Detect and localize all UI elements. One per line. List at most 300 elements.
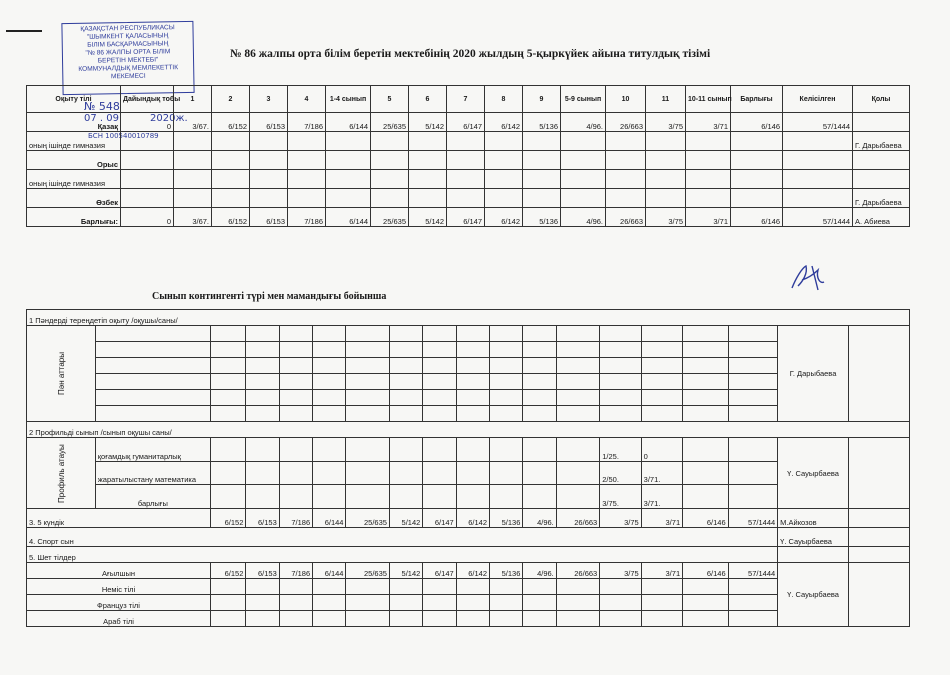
data-cell: 3/75 — [600, 563, 641, 579]
data-cell — [371, 170, 409, 189]
data-cell: 5/142 — [409, 113, 447, 132]
data-cell — [212, 132, 250, 151]
data-cell — [606, 189, 646, 208]
total-cell: 57/1444 — [783, 208, 853, 227]
data-cell — [683, 579, 729, 595]
data-cell — [423, 485, 456, 509]
data-cell — [371, 132, 409, 151]
data-cell — [456, 579, 489, 595]
data-cell — [523, 151, 561, 170]
table-row — [27, 374, 910, 390]
data-cell — [211, 611, 246, 627]
vertical-label: Профиль атауы — [27, 438, 96, 509]
data-cell: 25/635 — [346, 563, 389, 579]
data-cell — [246, 461, 279, 485]
data-cell: 3/67. — [174, 113, 212, 132]
total-cell — [783, 189, 853, 208]
agreed-cell: Г. Дарыбаева — [778, 326, 849, 422]
data-cell — [246, 595, 279, 611]
data-cell — [485, 170, 523, 189]
data-cell — [326, 189, 371, 208]
stamp-date-handwritten: 07 . 09 — [84, 113, 119, 124]
data-cell — [211, 438, 246, 462]
data-cell — [731, 132, 783, 151]
data-cell: 6/146 — [731, 208, 783, 227]
table-row — [27, 595, 910, 611]
data-cell — [456, 438, 489, 462]
table-row — [27, 189, 910, 208]
data-cell — [346, 579, 389, 595]
row-label: оның ішінде гимназия — [27, 170, 121, 189]
data-cell — [211, 342, 246, 358]
data-cell: 3/75 — [600, 509, 641, 528]
profile-label: қоғамдық гуманитарлық — [95, 438, 210, 462]
data-cell — [279, 326, 312, 342]
data-cell — [523, 595, 556, 611]
data-cell — [279, 406, 312, 422]
data-cell — [600, 595, 641, 611]
data-cell — [686, 132, 731, 151]
agreed-cell: Ү. Сауырбаева — [778, 438, 849, 509]
data-cell — [346, 611, 389, 627]
data-cell — [641, 342, 682, 358]
data-cell: 4/96. — [561, 208, 606, 227]
table-row — [27, 406, 910, 422]
table-header-row: Оқыту тілі Дайындық тобы 1 2 3 4 1-4 сынып 5 6 7 8 9 5-9 сынып 10 11 10-11 сынып Барлығы Келісілген Қолы — [27, 86, 910, 113]
data-cell — [556, 485, 599, 509]
data-cell — [246, 438, 279, 462]
data-cell — [641, 579, 682, 595]
data-cell: 3/75 — [646, 208, 686, 227]
data-cell — [646, 151, 686, 170]
data-cell: 2/50. — [600, 461, 641, 485]
data-cell: 26/663 — [556, 563, 599, 579]
data-cell — [211, 406, 246, 422]
data-cell — [409, 170, 447, 189]
data-cell: 26/663 — [606, 208, 646, 227]
row-label: оның ішінде гимназия — [27, 132, 121, 151]
data-cell — [641, 326, 682, 342]
row-label: Қазақ — [27, 113, 121, 132]
data-cell — [686, 170, 731, 189]
data-cell — [389, 374, 422, 390]
table-row — [27, 151, 910, 170]
title-list-table — [26, 85, 910, 227]
data-cell: 6/142 — [456, 563, 489, 579]
data-cell — [686, 189, 731, 208]
data-cell — [409, 151, 447, 170]
data-cell: 57/1444 — [728, 563, 778, 579]
signature-cell — [848, 528, 909, 547]
data-cell — [211, 579, 246, 595]
data-cell — [561, 132, 606, 151]
data-cell: 6/147 — [447, 113, 485, 132]
data-cell — [288, 170, 326, 189]
data-cell — [346, 406, 389, 422]
table-row — [27, 509, 910, 528]
data-cell: 6/152 — [211, 509, 246, 528]
data-cell — [95, 390, 210, 406]
data-cell — [490, 374, 523, 390]
table-row — [27, 485, 910, 509]
data-cell: 7/186 — [288, 113, 326, 132]
data-cell — [371, 189, 409, 208]
data-cell — [523, 611, 556, 627]
data-cell — [646, 189, 686, 208]
data-cell — [212, 189, 250, 208]
data-cell: 6/153 — [246, 509, 279, 528]
data-cell — [279, 485, 312, 509]
data-cell — [646, 170, 686, 189]
data-cell — [523, 358, 556, 374]
data-cell — [556, 374, 599, 390]
data-cell: 3/71 — [686, 208, 731, 227]
data-cell — [250, 132, 288, 151]
data-cell: 1/25. — [600, 438, 641, 462]
data-cell — [121, 170, 174, 189]
row-label: 4. Спорт сын — [27, 528, 778, 547]
data-cell — [556, 342, 599, 358]
data-cell — [490, 326, 523, 342]
data-cell — [250, 189, 288, 208]
data-cell — [313, 438, 346, 462]
data-cell: 4/96. — [561, 113, 606, 132]
data-cell — [423, 406, 456, 422]
data-cell — [683, 390, 729, 406]
data-cell — [731, 189, 783, 208]
data-cell — [683, 342, 729, 358]
data-cell — [600, 358, 641, 374]
data-cell — [211, 358, 246, 374]
data-cell — [95, 342, 210, 358]
data-cell — [683, 326, 729, 342]
data-cell — [728, 390, 778, 406]
data-cell: 7/186 — [288, 208, 326, 227]
data-cell — [246, 326, 279, 342]
data-cell: 6/152 — [211, 563, 246, 579]
data-cell: 3/71 — [686, 113, 731, 132]
data-cell — [683, 461, 729, 485]
table-row — [27, 422, 910, 438]
data-cell — [211, 390, 246, 406]
profile-label: барлығы — [95, 485, 210, 509]
data-cell — [523, 461, 556, 485]
table-row — [27, 528, 910, 547]
data-cell — [683, 374, 729, 390]
data-cell — [600, 326, 641, 342]
data-cell — [456, 406, 489, 422]
data-cell: 6/144 — [313, 563, 346, 579]
data-cell — [683, 595, 729, 611]
row-label: Неміс тілі — [27, 579, 211, 595]
data-cell — [174, 132, 212, 151]
data-cell — [121, 132, 174, 151]
table-row — [27, 113, 910, 132]
data-cell: 7/186 — [279, 563, 312, 579]
contingent-table — [26, 309, 910, 627]
data-cell — [389, 461, 422, 485]
data-cell — [686, 151, 731, 170]
data-cell — [490, 406, 523, 422]
data-cell — [556, 390, 599, 406]
data-cell — [456, 390, 489, 406]
data-cell — [250, 170, 288, 189]
data-cell — [346, 342, 389, 358]
total-cell — [783, 151, 853, 170]
data-cell — [423, 461, 456, 485]
data-cell: 5/136 — [523, 113, 561, 132]
data-cell — [728, 438, 778, 462]
data-cell — [212, 170, 250, 189]
data-cell — [641, 595, 682, 611]
data-cell — [313, 595, 346, 611]
data-cell — [523, 485, 556, 509]
data-cell — [346, 438, 389, 462]
data-cell — [600, 406, 641, 422]
data-cell — [556, 438, 599, 462]
data-cell: 3/67. — [174, 208, 212, 227]
data-cell: 5/142 — [409, 208, 447, 227]
data-cell — [490, 595, 523, 611]
agreed-cell: Г. Дарыбаева — [853, 189, 910, 208]
data-cell — [389, 358, 422, 374]
page-title: № 86 жалпы орта білім беретін мектебінің 2020 жылдың 5-қыркүйек айына титулдық тізімі — [230, 48, 711, 60]
data-cell: 5/136 — [490, 509, 523, 528]
data-cell — [389, 390, 422, 406]
data-cell — [561, 170, 606, 189]
data-cell — [646, 132, 686, 151]
row-label: Барлығы: — [27, 208, 121, 227]
data-cell: 7/186 — [279, 509, 312, 528]
margin-dash-mark — [6, 30, 42, 32]
table-row — [27, 611, 910, 627]
data-cell — [313, 611, 346, 627]
table-row — [27, 461, 910, 485]
data-cell: 3/75. — [600, 485, 641, 509]
data-cell — [95, 326, 210, 342]
data-cell: 0 — [641, 438, 682, 462]
data-cell — [211, 485, 246, 509]
data-cell — [683, 406, 729, 422]
data-cell — [326, 170, 371, 189]
official-stamp: ҚАЗАҚСТАН РЕСПУБЛИКАСЫ "ШЫМКЕНТ ҚАЛАСЫНЫҢ БІЛІМ БАСҚАРМАСЫНЫҢ "№ 86 ЖАЛПЫ ОРТА БІЛІМ БЕРЕТІН МЕКТЕБІ" КОММУНАЛДЫҚ МЕМЛЕКЕТТІК МЕКЕМЕСІ — [61, 21, 194, 95]
data-cell — [346, 326, 389, 342]
data-cell — [556, 579, 599, 595]
table-row — [27, 547, 910, 563]
data-cell: 6/152 — [212, 208, 250, 227]
data-cell — [728, 485, 778, 509]
data-cell — [683, 611, 729, 627]
data-cell — [641, 406, 682, 422]
data-cell — [683, 485, 729, 509]
signature-cell — [848, 438, 909, 509]
row-label: 5. Шет тілдер — [27, 547, 778, 563]
data-cell — [212, 151, 250, 170]
data-cell — [728, 579, 778, 595]
data-cell: 6/153 — [250, 113, 288, 132]
data-cell — [423, 374, 456, 390]
row-label: Француз тілі — [27, 595, 211, 611]
data-cell — [641, 390, 682, 406]
data-cell: 4/96. — [523, 563, 556, 579]
data-cell — [288, 151, 326, 170]
data-cell: 6/147 — [423, 563, 456, 579]
data-cell — [279, 438, 312, 462]
data-cell — [731, 170, 783, 189]
data-cell — [246, 342, 279, 358]
data-cell — [313, 326, 346, 342]
profile-label: жаратылыстану математика — [95, 461, 210, 485]
data-cell — [485, 189, 523, 208]
data-cell — [95, 406, 210, 422]
data-cell — [523, 342, 556, 358]
data-cell — [490, 358, 523, 374]
data-cell — [561, 189, 606, 208]
data-cell: 6/144 — [313, 509, 346, 528]
total-cell — [783, 170, 853, 189]
data-cell — [456, 461, 489, 485]
data-cell: 26/663 — [606, 113, 646, 132]
data-cell — [600, 611, 641, 627]
data-cell: 5/136 — [490, 563, 523, 579]
data-cell — [211, 374, 246, 390]
data-cell — [683, 358, 729, 374]
data-cell — [326, 132, 371, 151]
data-cell — [641, 358, 682, 374]
data-cell — [728, 406, 778, 422]
agreed-cell — [853, 151, 910, 170]
data-cell — [389, 611, 422, 627]
signature-cell — [848, 563, 909, 627]
data-cell — [456, 611, 489, 627]
row-label: Ағылшын — [27, 563, 211, 579]
data-cell — [523, 374, 556, 390]
data-cell — [423, 611, 456, 627]
agreed-cell — [853, 113, 910, 132]
data-cell — [346, 374, 389, 390]
data-cell: 6/153 — [246, 563, 279, 579]
table-row — [27, 326, 910, 342]
data-cell — [600, 374, 641, 390]
data-cell: 6/142 — [485, 208, 523, 227]
data-cell — [728, 326, 778, 342]
total-cell — [783, 132, 853, 151]
data-cell — [174, 189, 212, 208]
data-cell — [641, 611, 682, 627]
data-cell — [456, 374, 489, 390]
data-cell: 3/71 — [641, 509, 682, 528]
data-cell — [174, 170, 212, 189]
data-cell — [313, 342, 346, 358]
agreed-cell: А. Абиева — [853, 208, 910, 227]
data-cell: 25/635 — [371, 208, 409, 227]
data-cell — [95, 374, 210, 390]
table-row — [27, 438, 910, 462]
data-cell — [556, 326, 599, 342]
data-cell — [423, 326, 456, 342]
data-cell — [728, 611, 778, 627]
data-cell: 6/144 — [326, 113, 371, 132]
data-cell — [490, 579, 523, 595]
data-cell — [456, 358, 489, 374]
data-cell: 6/146 — [683, 509, 729, 528]
data-cell — [246, 406, 279, 422]
data-cell — [490, 438, 523, 462]
section-title: Сынып контингенті түрі мен мамандығы бойынша — [152, 291, 387, 302]
data-cell: 0 — [121, 208, 174, 227]
data-cell: 57/1444 — [728, 509, 778, 528]
data-cell — [728, 358, 778, 374]
table-row — [27, 358, 910, 374]
data-cell — [313, 579, 346, 595]
data-cell — [523, 132, 561, 151]
data-cell — [389, 595, 422, 611]
data-cell — [523, 189, 561, 208]
data-cell — [279, 342, 312, 358]
stamp-bsn: БСН 100540010789 — [88, 132, 159, 140]
data-cell — [279, 390, 312, 406]
data-cell — [288, 189, 326, 208]
data-cell: 6/147 — [447, 208, 485, 227]
agreed-cell — [853, 170, 910, 189]
data-cell — [313, 374, 346, 390]
data-cell — [313, 461, 346, 485]
data-cell: 5/142 — [389, 563, 422, 579]
data-cell — [346, 461, 389, 485]
row-label: Өзбек — [27, 189, 121, 208]
data-cell: 6/152 — [212, 113, 250, 132]
data-cell — [389, 579, 422, 595]
data-cell — [211, 461, 246, 485]
data-cell — [523, 579, 556, 595]
data-cell — [279, 358, 312, 374]
data-cell — [409, 189, 447, 208]
data-cell — [456, 326, 489, 342]
data-cell — [523, 390, 556, 406]
data-cell — [279, 595, 312, 611]
data-cell — [485, 151, 523, 170]
data-cell — [211, 326, 246, 342]
data-cell — [606, 151, 646, 170]
table-row — [27, 208, 910, 227]
data-cell — [409, 132, 447, 151]
data-cell — [246, 579, 279, 595]
data-cell — [246, 485, 279, 509]
data-cell — [523, 326, 556, 342]
data-cell: 0 — [121, 113, 174, 132]
data-cell — [523, 438, 556, 462]
stamp-year-handwritten: 2020ж. — [150, 113, 188, 124]
data-cell — [447, 170, 485, 189]
agreed-cell: М.Айкозов — [778, 509, 849, 528]
data-cell — [389, 438, 422, 462]
data-cell — [423, 390, 456, 406]
data-cell — [728, 461, 778, 485]
data-cell — [728, 342, 778, 358]
data-cell — [279, 374, 312, 390]
data-cell — [523, 170, 561, 189]
data-cell — [423, 438, 456, 462]
data-cell — [523, 406, 556, 422]
data-cell — [279, 461, 312, 485]
data-cell — [346, 390, 389, 406]
data-cell — [728, 595, 778, 611]
data-cell — [246, 611, 279, 627]
data-cell — [288, 132, 326, 151]
data-cell — [389, 406, 422, 422]
data-cell: 6/142 — [456, 509, 489, 528]
data-cell — [447, 132, 485, 151]
